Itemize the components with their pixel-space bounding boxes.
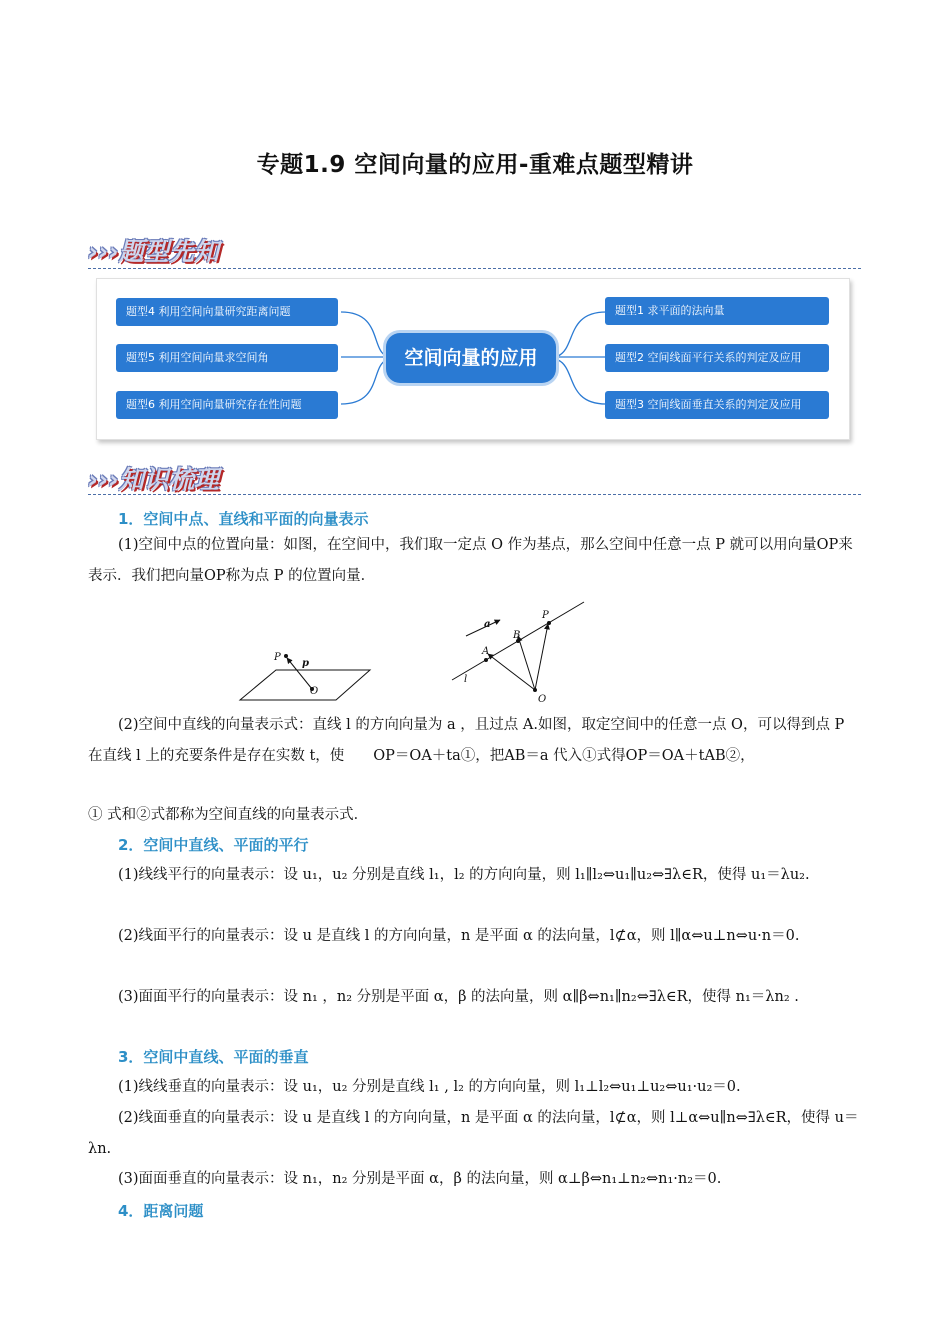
point-p1 (284, 654, 288, 658)
mindmap-node-type5: 题型5 利用空间向量求空间角 (116, 344, 338, 372)
section-heading-2: 2．空间中直线、平面的平行 (118, 836, 309, 854)
paragraph-line-vector: (2)空间中直线的向量表示式：直线 l 的方向向量为 a ，且过点 A.如图，取定空间中的任意一点 O，可以得到点 P 在直线 l 上的充要条件是存在实数 t，使 OP＝OA＋ta①，把AB＝a 代入①式得OP＝OA＋tAB②， (88, 717, 845, 764)
label-a: A (482, 646, 490, 657)
label-l: l (464, 674, 468, 685)
mindmap-node-type1: 题型1 求平面的法向量 (605, 297, 829, 325)
vector-figure (230, 598, 600, 708)
label-b: B (513, 630, 521, 641)
point-o2 (533, 688, 537, 692)
paragraph-line-vector-note: ① 式和②式都称为空间直线的向量表示式． (88, 807, 369, 823)
mindmap-node-type4: 题型4 利用空间向量研究距离问题 (116, 298, 338, 326)
mindmap-node-type3: 题型3 空间线面垂直关系的判定及应用 (605, 391, 829, 419)
connector-line (341, 360, 386, 404)
paragraph-line-line-parallel: (1)线线平行的向量表示：设 u₁，u₂ 分别是直线 l₁，l₂ 的方向向量，则 l₁∥l₂⇔u₁∥u₂⇔∃λ∈R，使得 u₁＝λu₂. (118, 867, 810, 883)
section-heading-3: 3．空间中直线、平面的垂直 (118, 1048, 309, 1066)
section-heading-1: 1．空间中点、直线和平面的向量表示 (118, 510, 369, 528)
point-a (484, 658, 488, 662)
label-p1: P (274, 652, 281, 663)
vector-a-arrow (466, 620, 500, 636)
divider (88, 494, 861, 495)
section-heading-4: 4．距离问题 (118, 1202, 204, 1220)
paragraph-line-plane-perp: (2)线面垂直的向量表示：设 u 是直线 l 的方向向量，n 是平面 α 的法向量，l⊄α，则 l⊥α⇔u∥n⇔∃λ∈R，使得 u＝λn. (88, 1110, 859, 1157)
plane-shape (240, 670, 370, 700)
label-vector-a: a (484, 619, 491, 630)
paragraph-plane-plane-perp: (3)面面垂直的向量表示：设 n₁，n₂ 分别是平面 α，β 的法向量，则 α⊥β⇔n₁⊥n₂⇔n₁·n₂＝0. (118, 1171, 722, 1187)
label-vector-p: p (302, 658, 309, 669)
page-title: 专题1.9 空间向量的应用-重难点题型精讲 (256, 152, 694, 178)
connector-line (341, 312, 386, 356)
banner-types: ›››题型先知 (88, 237, 219, 266)
point-p2 (547, 621, 551, 625)
paragraph-line-line-perp: (1)线线垂直的向量表示：设 u₁，u₂ 分别是直线 l₁ , l₂ 的方向向量，则 l₁⊥l₂⇔u₁⊥u₂⇔u₁·u₂＝0. (118, 1079, 741, 1095)
connector-line (558, 360, 606, 404)
vector-oa-arrow (488, 654, 535, 690)
paragraph-line-plane-parallel: (2)线面平行的向量表示：设 u 是直线 l 的方向向量，n 是平面 α 的法向量，l⊄α，则 l∥α⇔u⊥n⇔u·n＝0. (118, 928, 800, 944)
mindmap-node-type6: 题型6 利用空间向量研究存在性问题 (116, 391, 338, 419)
connector-line (558, 312, 606, 356)
mindmap-center: 空间向量的应用 (386, 333, 556, 383)
label-o1: O (310, 686, 319, 697)
vector-op-arrow (535, 624, 548, 690)
mindmap-node-type2: 题型2 空间线面平行关系的判定及应用 (605, 344, 829, 372)
paragraph-plane-plane-parallel: (3)面面平行的向量表示：设 n₁ ，n₂ 分别是平面 α，β 的法向量，则 α∥β⇔n₁∥n₂⇔∃λ∈R，使得 n₁＝λn₂ . (118, 989, 799, 1005)
paragraph-position-vector: (1)空间中点的位置向量：如图，在空间中，我们取一定点 O 作为基点，那么空间中任意一点 P 就可以用向量OP来表示．我们把向量OP称为点 P 的位置向量． (88, 537, 853, 584)
divider (88, 268, 861, 269)
label-o2: O (538, 694, 547, 705)
banner-knowledge: ›››知识梳理 (88, 465, 219, 494)
label-p2: P (542, 610, 549, 621)
vector-ob-arrow (518, 636, 535, 690)
